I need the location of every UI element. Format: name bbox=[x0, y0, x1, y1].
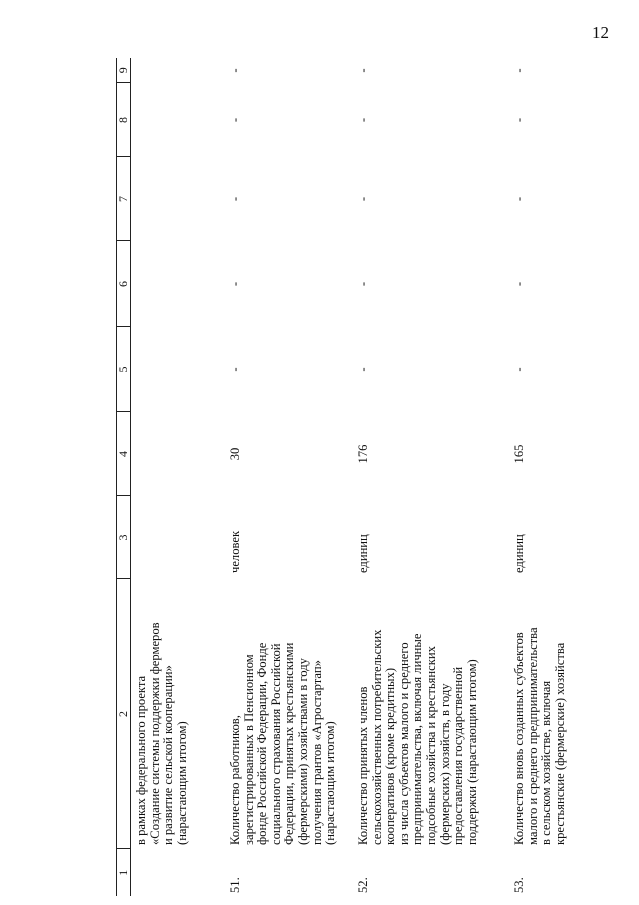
name-line: предпринимательства, включая личные bbox=[410, 633, 425, 845]
header-cell: 7 bbox=[117, 157, 131, 241]
value-cell bbox=[131, 157, 222, 241]
value-cell: 30 bbox=[228, 447, 242, 461]
name-line: крестьянские (фермерские) хозяйства bbox=[552, 642, 567, 845]
name-line: «Создание системы поддержки фермеров bbox=[147, 622, 162, 845]
value-cell: - bbox=[512, 117, 526, 123]
rotated-page bbox=[116, 58, 639, 896]
value-cell bbox=[131, 412, 222, 496]
unit-cell: единиц bbox=[512, 534, 526, 573]
name-line: получения грантов «Агростартап» bbox=[309, 660, 324, 845]
name-line: (нарастающим итогом) bbox=[323, 721, 338, 845]
table-row bbox=[505, 58, 567, 896]
unit-cell bbox=[131, 496, 222, 579]
name-line: Количество принятых членов bbox=[356, 686, 370, 845]
value-cell bbox=[131, 241, 222, 327]
value-cell: - bbox=[512, 367, 526, 372]
name-line: Федерации, принятых крестьянскими bbox=[282, 642, 297, 845]
value-cell: - bbox=[228, 367, 242, 372]
name-line: и развитие сельской кооперации» bbox=[161, 665, 176, 845]
indicator-name bbox=[349, 579, 505, 849]
value-cell bbox=[131, 83, 222, 157]
header-cell: 6 bbox=[117, 241, 131, 327]
name-line: (фермерских) хозяйств, в году bbox=[437, 683, 452, 845]
value-cell bbox=[131, 58, 222, 83]
name-line: зарегистрированных в Пенсионном bbox=[241, 654, 256, 845]
name-line: подсобные хозяйства и крестьянских bbox=[423, 646, 438, 845]
table-header-row bbox=[117, 58, 131, 896]
name-line: (нарастающим итогом) bbox=[174, 721, 189, 845]
table-row bbox=[349, 58, 505, 896]
header-cell: 3 bbox=[117, 496, 131, 579]
header-cell: 5 bbox=[117, 327, 131, 412]
name-line: сельскохозяйственных потребительских bbox=[369, 629, 384, 845]
name-line: кооперативов (кроме кредитных) bbox=[383, 667, 398, 845]
name-line: фонде Российской Федерации, Фонде bbox=[255, 642, 270, 845]
value-cell: - bbox=[228, 196, 242, 202]
unit-cell: единиц bbox=[356, 534, 370, 573]
value-cell: - bbox=[356, 117, 370, 123]
table-row bbox=[131, 58, 222, 896]
indicator-name bbox=[505, 579, 567, 849]
value-cell: - bbox=[228, 68, 242, 73]
header-cell: 1 bbox=[117, 849, 131, 896]
row-number: 51. bbox=[228, 877, 242, 893]
header-cell: 2 bbox=[117, 579, 131, 849]
table-row bbox=[221, 58, 349, 896]
value-cell: - bbox=[512, 68, 526, 73]
header-cell: 9 bbox=[117, 58, 131, 83]
value-cell: - bbox=[356, 196, 370, 202]
header-cell: 8 bbox=[117, 83, 131, 157]
name-line: Количество вновь созданных субъектов bbox=[512, 632, 526, 845]
value-cell: 165 bbox=[512, 444, 526, 464]
value-cell: - bbox=[512, 196, 526, 202]
value-cell: - bbox=[228, 281, 242, 287]
row-number: 52. bbox=[356, 877, 370, 893]
indicator-name bbox=[131, 579, 222, 849]
value-cell: 176 bbox=[356, 444, 370, 464]
name-line: (фермерскими) хозяйствами в году bbox=[295, 658, 310, 845]
value-cell bbox=[131, 327, 222, 412]
value-cell: - bbox=[356, 68, 370, 73]
name-line: в рамках федерального проекта bbox=[134, 675, 148, 845]
header-cell: 4 bbox=[117, 412, 131, 496]
indicator-table bbox=[116, 58, 567, 896]
name-line: социального страхования Российской bbox=[268, 643, 283, 845]
value-cell: - bbox=[228, 117, 242, 123]
name-line: из числа субъектов малого и среднего bbox=[396, 642, 411, 845]
name-line: поддержки (нарастающим итогом) bbox=[464, 659, 479, 845]
value-cell: - bbox=[512, 281, 526, 287]
unit-cell: человек bbox=[228, 530, 242, 573]
value-cell: - bbox=[356, 367, 370, 372]
row-number bbox=[131, 849, 222, 896]
name-line: предоставления государственной bbox=[451, 666, 466, 845]
name-line: малого и среднего предпринимательства bbox=[525, 627, 540, 845]
page-number: 12 bbox=[592, 23, 609, 42]
name-line: Количество работников, bbox=[228, 715, 242, 845]
row-number: 53. bbox=[512, 877, 526, 893]
value-cell: - bbox=[356, 281, 370, 287]
indicator-name bbox=[221, 579, 349, 849]
name-line: в сельском хозяйстве, включая bbox=[539, 680, 554, 845]
